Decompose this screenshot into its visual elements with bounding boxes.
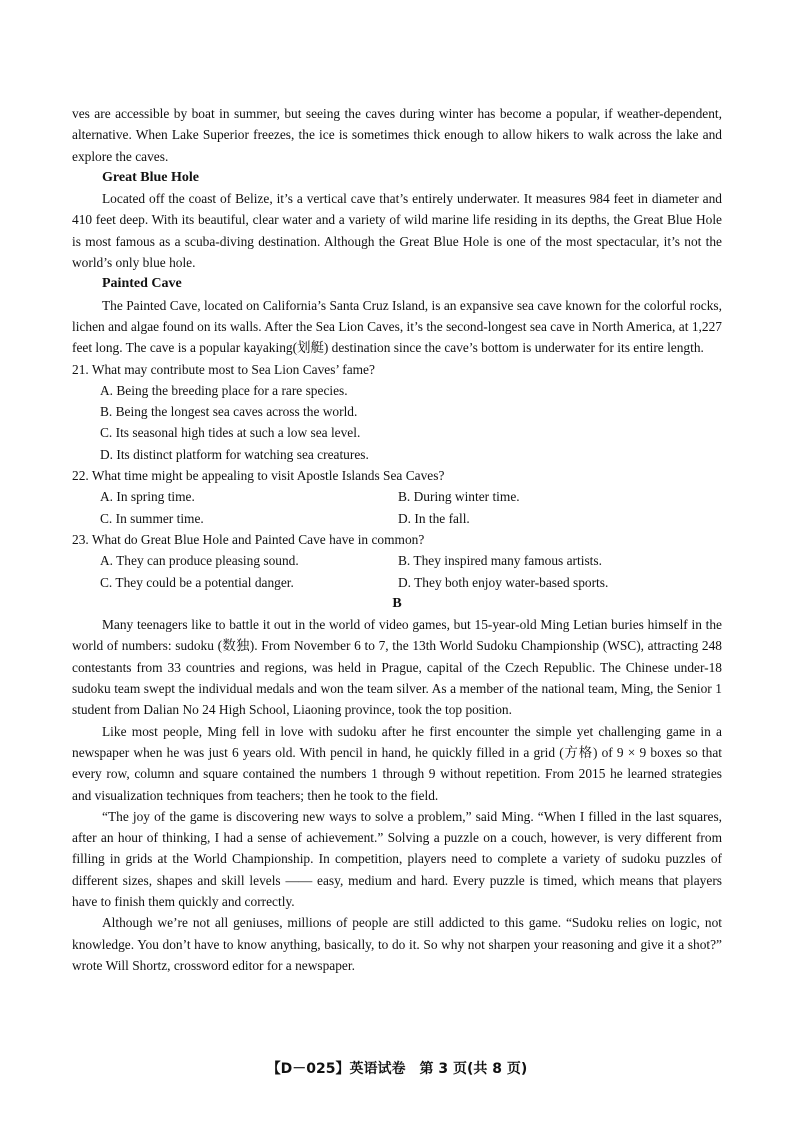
option-d[interactable]: D. Its distinct platform for watching sea creatures. <box>100 446 369 462</box>
passage-b-paragraph-2: Like most people, Ming fell in love with sudoku after he first encounter the simple yet challenging game in a newspaper when he was just 6 years old. With pencil in hand, he quickly filled in a grid (方格) of 9 × 9 boxes so that every row, column and square contained the numbers 1 through 9 without repetition. From 2015 he learned strategies and visualization techniques from teachers; then he took to the field. <box>72 723 722 803</box>
paragraph-painted-cave: The Painted Cave, located on California’s Santa Cruz Island, is an expansive sea cave known for the colorful rocks, lichen and algae found on its walls. After the Sea Lion Caves, it’s the second-longest sea cave in North America, at 1,227 feet long. The cave is a popular kayaking(划艇) destination since the cave’s bottom is underwater for its entire length. <box>72 297 722 356</box>
option-d[interactable]: D. They both enjoy water-based sports. <box>398 574 609 590</box>
page-footer: 【D－025】英语试卷 第 3 页(共 8 页) <box>266 1061 528 1077</box>
question-stem: 23. What do Great Blue Hole and Painted Cave have in common? <box>72 531 425 547</box>
heading-painted-cave: Painted Cave <box>102 276 182 292</box>
options <box>72 486 722 529</box>
options <box>72 380 722 465</box>
option-c[interactable]: C. Its seasonal high tides at such a low sea level. <box>100 425 361 441</box>
paragraph-great-blue-hole: Located off the coast of Belize, it’s a vertical cave that’s entirely underwater. It measures 984 feet in diameter and 410 feet deep. With its beautiful, clear water and a variety of wild marine life residing in its depths, the Great Blue Hole is most famous as a scuba-diving destination. Although the Great Blue Hole is one of the most spectacular, it’s not the world’s only blue hole. <box>72 191 722 271</box>
passage-b-paragraph-1: Many teenagers like to battle it out in the world of video games, but 15-year-old Ming Letian buries himself in the world of numbers: sudoku (数独). From November 6 to 7, the 13th World Sudoku Championship (WSC), attracting 248 contestants from 33 countries and regions, was held in Prague, capital of the Czech Republic. The Chinese under-18 sudoku team swept the individual medals and won the team silver. As a member of the national team, Ming, the Senior 1 student from Dalian No 24 High School, Liaoning province, took the top position. <box>72 617 722 718</box>
options <box>72 550 722 593</box>
page-content <box>72 103 722 976</box>
question-22 <box>72 465 722 529</box>
passage-a-continuation: ves are accessible by boat in summer, but seeing the caves during winter has become a popular, if weather-dependent, alternative. When Lake Superior freezes, the ice is sometimes thick enough to allow hikers to walk across the lake and explore the caves. <box>72 106 722 164</box>
question-stem: 22. What time might be appealing to visit Apostle Islands Sea Caves? <box>72 468 445 484</box>
question-23 <box>72 529 722 593</box>
option-a[interactable]: A. They can produce pleasing sound. <box>100 553 299 569</box>
section-letter-b: B <box>392 595 402 611</box>
option-b[interactable]: B. During winter time. <box>398 489 520 505</box>
option-b[interactable]: B. They inspired many famous artists. <box>398 553 602 569</box>
option-b[interactable]: B. Being the longest sea caves across the world. <box>100 404 358 420</box>
option-d[interactable]: D. In the fall. <box>398 510 470 526</box>
question-21 <box>72 359 722 465</box>
option-c[interactable]: C. They could be a potential danger. <box>100 574 294 590</box>
option-a[interactable]: A. In spring time. <box>100 489 195 505</box>
heading-great-blue-hole: Great Blue Hole <box>102 169 199 185</box>
passage-b-paragraph-3: “The joy of the game is discovering new ways to solve a problem,” said Ming. “When I filled in the last squares, after an hour of thinking, I had a sense of achievement.” Solving a puzzle on a couch, however, is very different from filling in grids at the World Championship. In competition, players need to complete a variety of sudoku puzzles of different sizes, shapes and skill levels —— easy, medium and hard. Every puzzle is timed, which means that players have to finish them quickly and correctly. <box>72 808 722 909</box>
option-a[interactable]: A. Being the breeding place for a rare species. <box>100 382 348 398</box>
option-c[interactable]: C. In summer time. <box>100 510 204 526</box>
question-stem: 21. What may contribute most to Sea Lion Caves’ fame? <box>72 361 375 377</box>
passage-b-paragraph-4: Although we’re not all geniuses, millions of people are still addicted to this game. “Sudoku relies on logic, not knowledge. You don’t have to know anything, basically, to do it. So why not sharpen your reasoning and give it a shot?” wrote Will Shortz, crossword editor for a newspaper. <box>72 915 722 973</box>
